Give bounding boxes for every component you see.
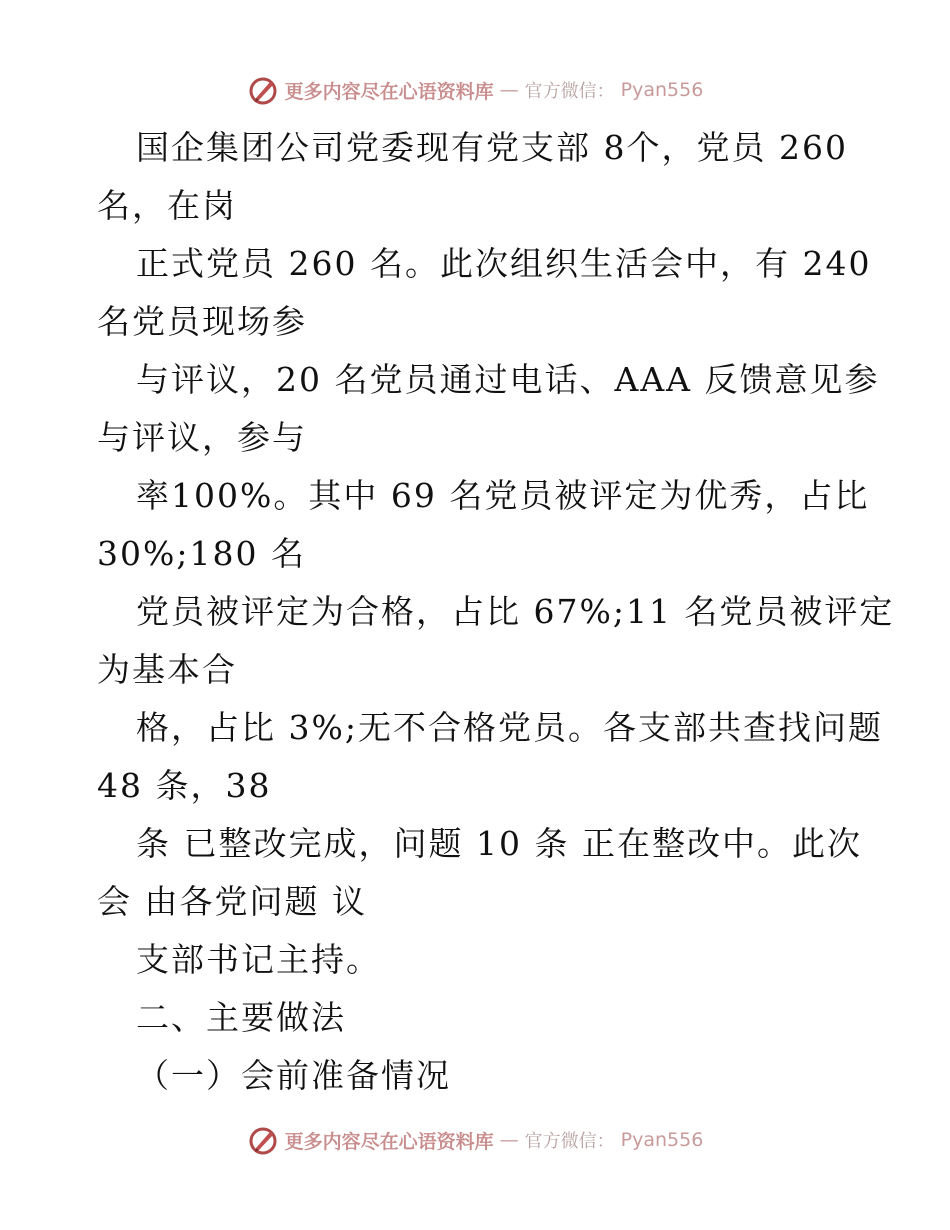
banner-wechat-label: 官方微信：: [524, 1131, 615, 1152]
text-line: 正式党员 260 名。此次组织生活会中，有 240: [136, 244, 872, 283]
banner-wechat-account: Pyan556: [620, 1129, 704, 1151]
text-line: 会 由各党问题 议: [97, 882, 367, 921]
banner-main-text: 更多内容尽在心语资料库: [284, 1130, 494, 1153]
text-line: 名党员现场参: [97, 302, 307, 341]
text-line: 与评议，20 名党员通过电话、AAA 反馈意见参: [136, 360, 880, 399]
text-line: 30%;180 名: [97, 534, 306, 573]
text-line: 条 已整改完成，问题 10 条 正在整改中。此次: [136, 824, 862, 863]
pen-circle-logo-icon: [247, 1124, 279, 1156]
text-line: 名，在岗: [97, 186, 237, 225]
footer-banner: [0, 1120, 950, 1160]
text-line: 为基本合: [97, 650, 237, 689]
banner-wechat-label: 官方微信：: [524, 81, 615, 102]
subsection-heading: （一）会前准备情况: [136, 1056, 451, 1095]
banner-wechat-account: Pyan556: [620, 79, 704, 101]
pen-circle-logo-icon: [247, 74, 279, 106]
text-line: 国企集团公司党委现有党支部 8个，党员 260: [136, 128, 848, 167]
text-line: 率100%。其中 69 名党员被评定为优秀，占比: [136, 476, 870, 515]
banner-main-text: 更多内容尽在心语资料库: [284, 80, 494, 103]
banner-separator: —: [499, 1129, 519, 1151]
banner-separator: —: [499, 79, 519, 101]
text-line: 与评议，参与: [97, 418, 307, 457]
text-line: 48 条，38: [97, 766, 272, 805]
text-line: 支部书记主持。: [136, 940, 381, 979]
header-banner: [0, 70, 950, 110]
text-line: 党员被评定为合格，占比 67%;11 名党员被评定: [136, 592, 895, 631]
section-heading: 二、主要做法: [136, 998, 346, 1037]
text-line: 格，占比 3%;无不合格党员。各支部共查找问题: [136, 708, 883, 747]
